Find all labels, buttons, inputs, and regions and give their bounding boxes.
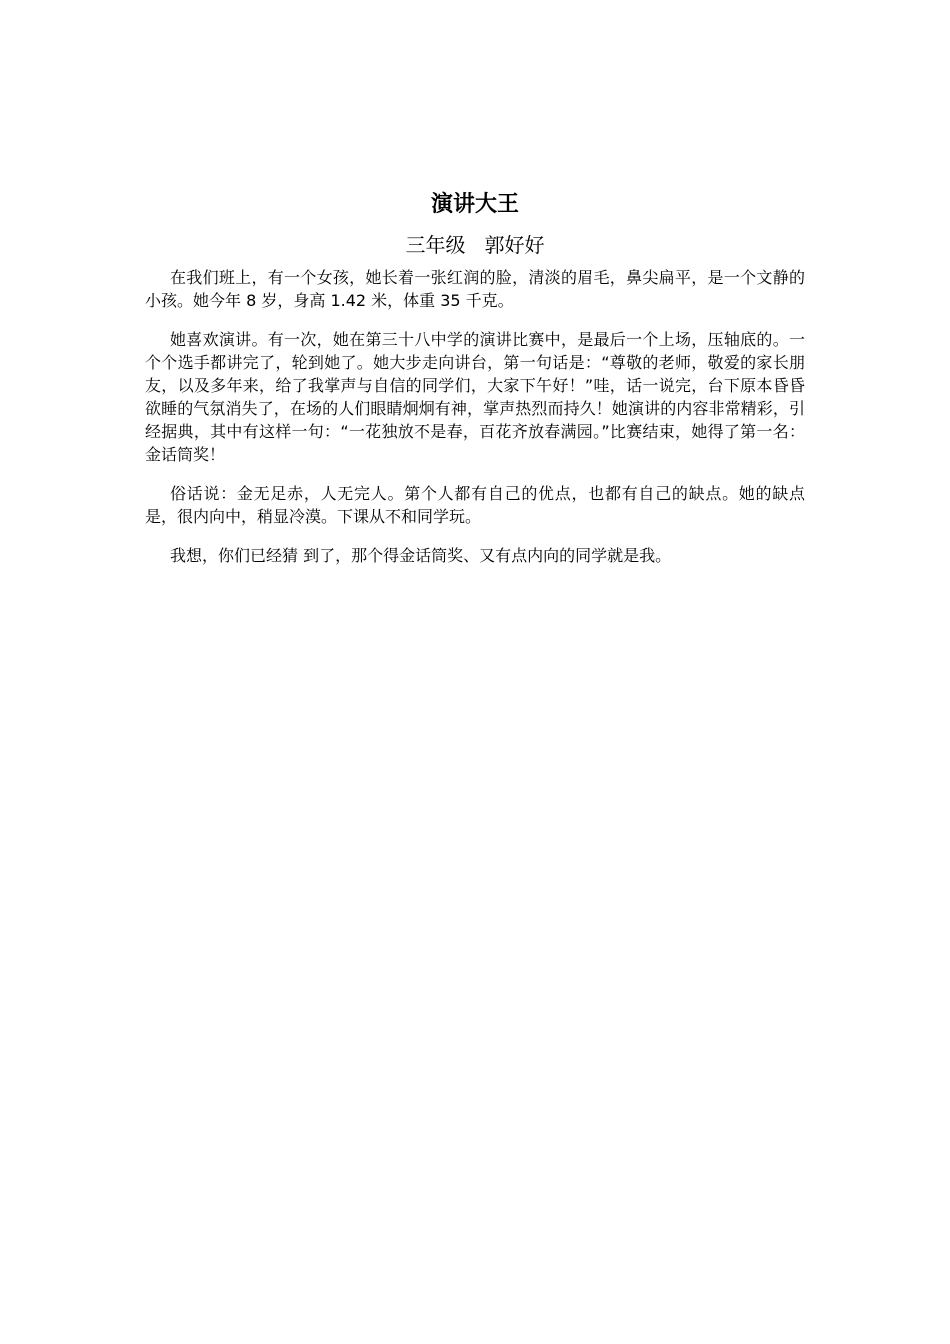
paragraph-2: 她喜欢演讲。有一次，她在第三十八中学的演讲比赛中，是最后一个上场，压轴底的。一个个选手都讲完了，轮到她了。她大步走向讲台，第一句话是：“尊敬的老师，敬爱的家长朋友，以及多年来，给了我掌声与自信的同学们，大家下午好！”哇，话一说完，台下原本昏昏欲睡的气氛消失了，在场的人们眼睛炯炯有神，掌声热烈而持久！她演讲的内容非常精彩，引经据典，其中有这样一句：“一花独放不是春，百花齐放春满园。”比赛结束，她得了第一名：金话筒奖！ (145, 330, 805, 464)
document-title: 演讲大王 (430, 192, 519, 217)
document-subtitle: 三年级 郭好好 (405, 233, 545, 257)
document-body (145, 188, 805, 583)
paragraph-4: 我想，你们已经猜 到了，那个得金话筒奖、又有点内向的同学就是我。 (170, 546, 672, 565)
paragraph-3: 俗话说：金无足赤，人无完人。第个人都有自己的优点，也都有自己的缺点。她的缺点是，很内向中，稍显冷漠。下课从不和同学玩。 (145, 484, 805, 526)
paragraph-1: 在我们班上，有一个女孩，她长着一张红润的脸，清淡的眉毛，鼻尖扁平，是一个文静的小孩。她今年 8 岁，身高 1.42 米，体重 35 千克。 (145, 268, 805, 310)
